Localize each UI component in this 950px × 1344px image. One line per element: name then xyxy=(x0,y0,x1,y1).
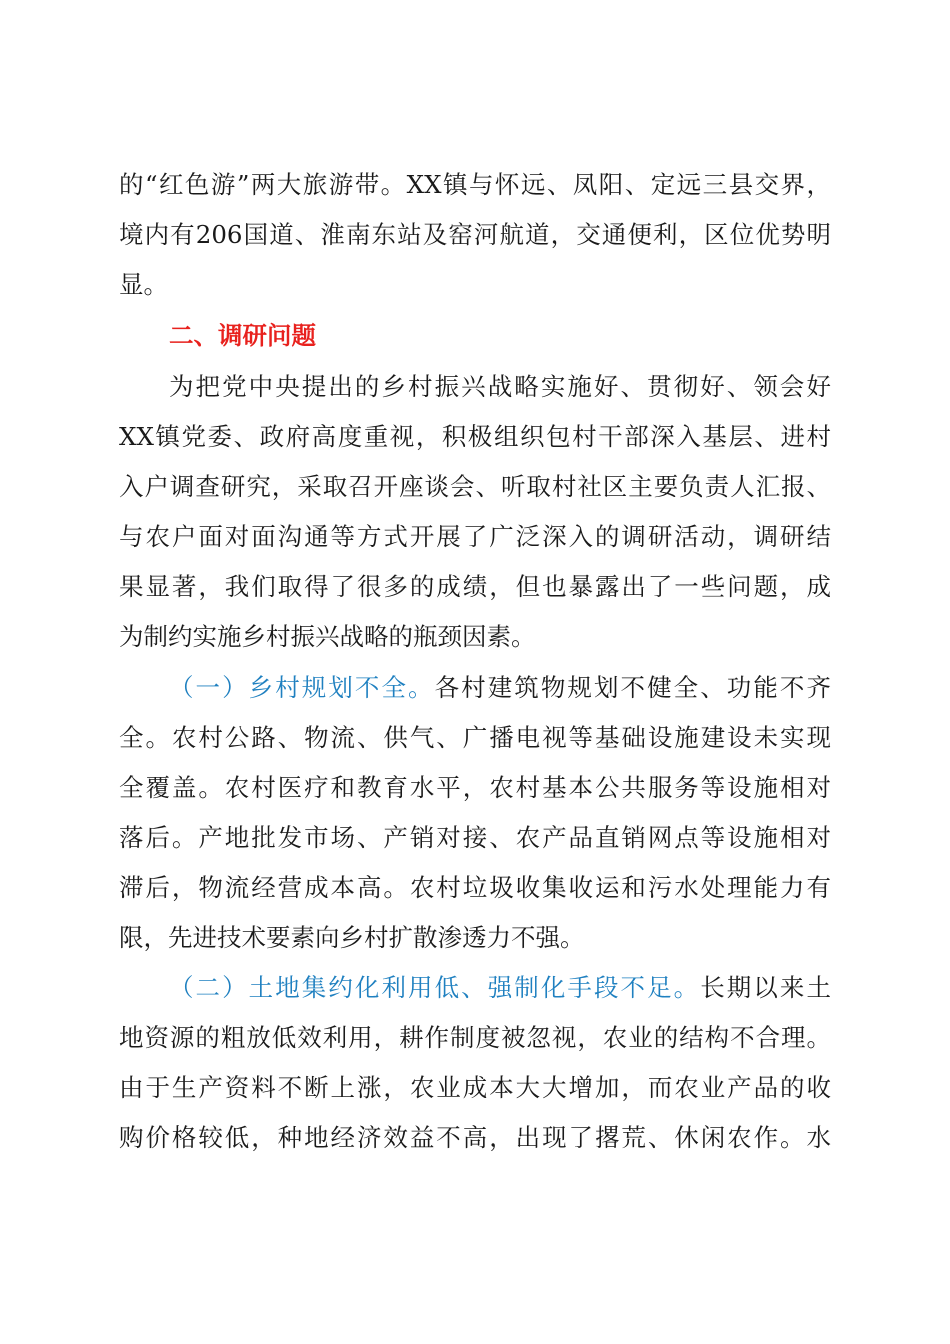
section1-title: （一）乡村规划不全。 xyxy=(169,673,435,702)
section1-line1-text: 各村建筑物规划不健全、功能不齐 xyxy=(434,673,831,702)
section1-line2: 全。农村公路、物流、供气、广播电视等基础设施建设未实现 xyxy=(119,723,831,752)
para1-line3: 显。 xyxy=(119,270,168,299)
para2-line2: XX镇党委、政府高度重视，积极组织包村干部深入基层、进村 xyxy=(119,422,831,451)
section2-line2: 地资源的粗放低效利用，耕作制度被忽视，农业的结构不合理。 xyxy=(119,1023,831,1052)
para2-line4: 与农户面对面沟通等方式开展了广泛深入的调研活动，调研结 xyxy=(119,522,831,551)
section1-line3: 全覆盖。农村医疗和教育水平，农村基本公共服务等设施相对 xyxy=(119,773,831,802)
para1-line2: 境内有206国道、淮南东站及窑河航道，交通便利，区位优势明 xyxy=(119,220,831,249)
para2-line1: 为把党中央提出的乡村振兴战略实施好、贯彻好、领会好 xyxy=(169,372,831,401)
para2-line3: 入户调查研究，采取召开座谈会、听取村社区主要负责人汇报、 xyxy=(119,472,831,501)
section2-line1-text: 长期以来土 xyxy=(700,973,831,1002)
section1-line6: 限，先进技术要素向乡村扩散渗透力不强。 xyxy=(119,923,585,952)
section2-title: （二）土地集约化利用低、强制化手段不足。 xyxy=(169,973,701,1002)
section2-line3: 由于生产资料不断上涨，农业成本大大增加，而农业产品的收 xyxy=(119,1073,831,1102)
section2-line1 xyxy=(169,968,831,1008)
section2-line4: 购价格较低，种地经济效益不高，出现了撂荒、休闲农作。水 xyxy=(119,1123,831,1152)
section-heading: 二、调研问题 xyxy=(169,321,316,350)
section1-line5: 滞后，物流经营成本高。农村垃圾收集收运和污水处理能力有 xyxy=(119,873,831,902)
section1-line4: 落后。产地批发市场、产销对接、农产品直销网点等设施相对 xyxy=(119,823,831,852)
para2-line6: 为制约实施乡村振兴战略的瓶颈因素。 xyxy=(119,622,536,651)
para1-line1: 的“红色游”两大旅游带。XX镇与怀远、凤阳、定远三县交界， xyxy=(119,170,831,199)
para2-line5: 果显著，我们取得了很多的成绩，但也暴露出了一些问题，成 xyxy=(119,572,831,601)
section1-line1 xyxy=(169,668,831,708)
